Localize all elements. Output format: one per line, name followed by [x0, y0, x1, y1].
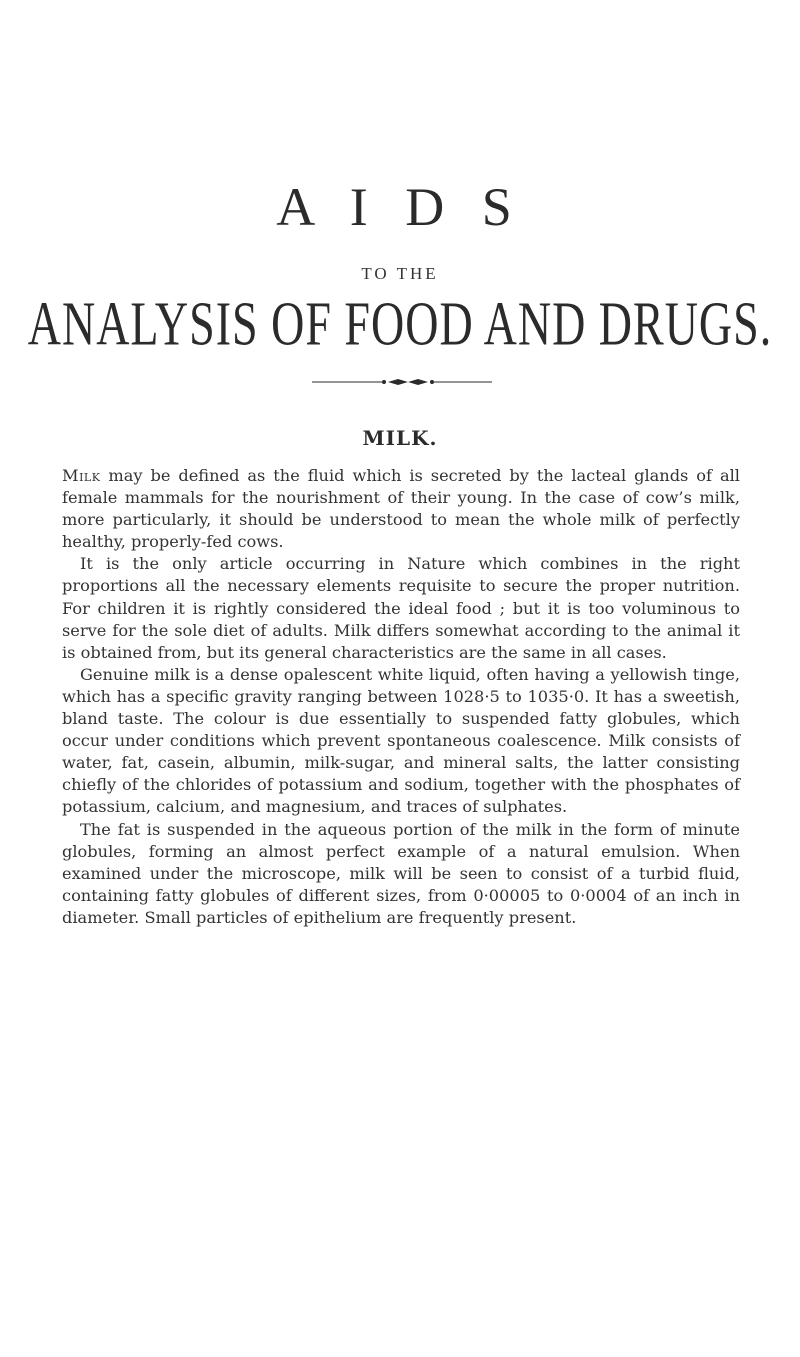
title-main: ANALYSIS OF FOOD AND DRUGS.: [27, 288, 773, 358]
paragraph: It is the only article occurring in Nature which combines in the right proportions all the necessary elements requisite to secure the proper nutrition. For children it is rightly considered the ideal food ; but it is too voluminous to serve for the sole diet of adults. Milk differs somewhat according to the animal it is obtained from, but its general characteristics are the same in all cases.: [62, 554, 740, 662]
paragraph-text: may be defined as the fluid which is secreted by the lacteal glands of all female mammals for the nourishment of their young. In the case of cow’s milk, more particularly, it should be understood to mean the whole milk of perfectly healthy, properly-fed cows.: [62, 466, 740, 552]
body-text: [62, 465, 740, 929]
title-aids: A I D S: [276, 177, 524, 237]
lead-word: Milk: [62, 466, 101, 485]
paragraph: The fat is suspended in the aqueous portion of the milk in the form of minute globules, forming an almost perfect example of a natural emulsion. When examined under the microscope, milk will be seen to consist of a turbid fluid, containing fatty globules of different sizes, from 0·00005 to 0·0004 of an inch in diameter. Small particles of epithelium are frequently present.: [62, 819, 740, 927]
ornament-divider: [312, 375, 492, 389]
section-heading: MILK.: [362, 426, 438, 450]
paragraph: Genuine milk is a dense opalescent white liquid, often having a yellowish tinge, which has a specific gravity ranging between 1028·5 to 1035·0. It has a sweetish, bland taste. The colour is due essentially to suspended fatty globules, which occur under conditions which prevent spontaneous coalescence. Milk consists of water, fat, casein, albumin, milk-sugar, and mineral salts, the latter consisting chiefly of the chlorides of potassium and sodium, together with the phosphates of potassium, calcium, and magnesium, and traces of sulphates.: [62, 664, 740, 817]
title-to-the: TO THE: [361, 264, 439, 283]
paragraph: [62, 465, 740, 553]
